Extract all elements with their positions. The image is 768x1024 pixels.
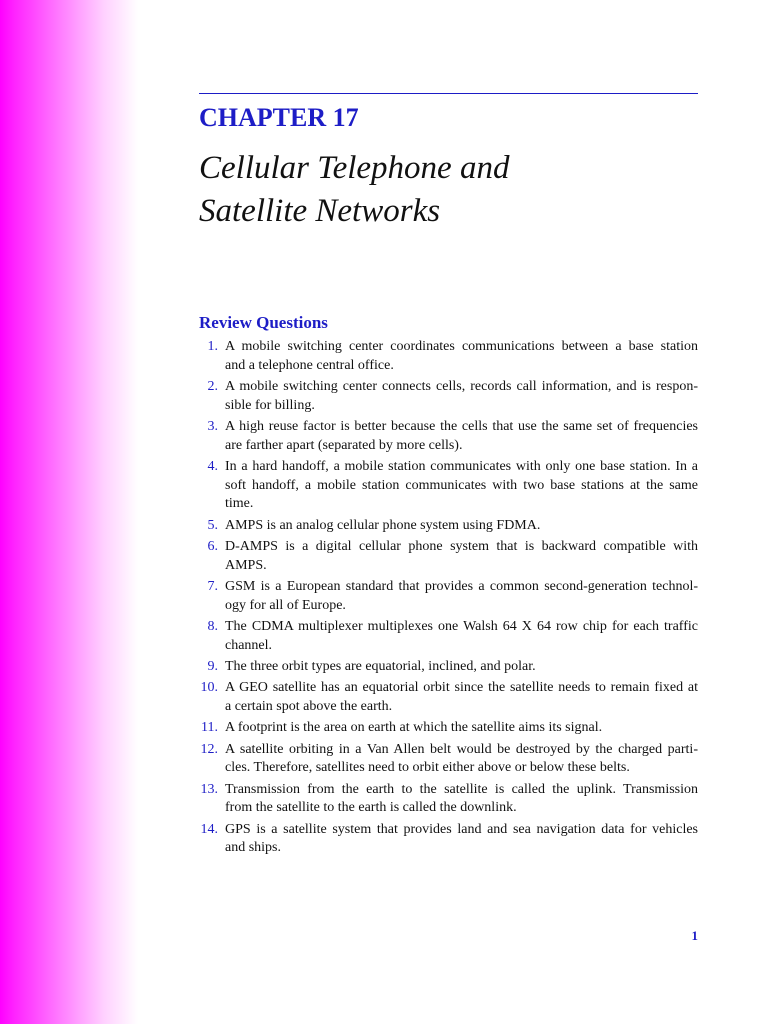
chapter-title [199, 147, 509, 233]
question-text-line: AMPS. [225, 557, 267, 573]
question-text [225, 658, 698, 677]
question-text-line: Transmission from the earth to the satellite is called the uplink. Transmission [225, 781, 698, 797]
question-number: 10. [200, 680, 218, 696]
question-number: 3. [207, 419, 218, 434]
question-text-line: ogy for all of Europe. [225, 597, 346, 613]
question-text-line: time. [225, 496, 254, 512]
question-text [225, 458, 698, 514]
question-text [225, 741, 698, 778]
question-text [225, 821, 698, 858]
question-number: 11. [201, 720, 218, 736]
question-text-line: and a telephone central office. [225, 357, 394, 373]
review-question-item [199, 679, 698, 716]
question-text-line: A high reuse factor is better because the cells that use the same set of frequencies [225, 419, 698, 434]
chapter-label: CHAPTER 17 [199, 103, 359, 132]
question-text-line: The three orbit types are equatorial, inclined, and polar. [225, 659, 536, 674]
question-number: 1. [207, 339, 218, 354]
question-number: 2. [207, 379, 218, 394]
review-question-item [199, 338, 698, 375]
question-number: 5. [207, 517, 218, 533]
question-text-line: and ships. [225, 840, 281, 856]
question-number: 4. [207, 459, 218, 474]
review-question-item [199, 658, 698, 677]
question-text-line: A footprint is the area on earth at which the satellite aims its signal. [225, 720, 603, 736]
margin-gradient-band [0, 0, 138, 1024]
review-question-item [199, 578, 698, 615]
question-text [225, 517, 698, 536]
review-question-item [199, 719, 698, 738]
question-text-line: GSM is a European standard that provides a common second-generation technol- [225, 579, 698, 594]
review-question-item [199, 517, 698, 536]
question-text-line: a certain spot above the earth. [225, 699, 393, 714]
question-number: 8. [207, 619, 218, 634]
question-number: 13. [200, 781, 218, 797]
question-number: 14. [200, 821, 218, 837]
question-text-line: channel. [225, 637, 273, 653]
review-question-item [199, 741, 698, 778]
question-number: 9. [207, 659, 218, 674]
review-question-item [199, 418, 698, 455]
question-number: 12. [200, 741, 218, 757]
question-text-line: from the satellite to the earth is called the downlink. [225, 800, 517, 816]
question-text [225, 378, 698, 415]
review-question-item [199, 781, 698, 818]
review-question-item [199, 538, 698, 575]
question-number: 6. [207, 539, 218, 554]
review-question-item [199, 458, 698, 514]
question-text-line: A mobile switching center coordinates communications between a base station [225, 339, 698, 354]
review-question-item [199, 378, 698, 415]
question-text-line: D-AMPS is a digital cellular phone system that is backward compatible with [225, 539, 698, 554]
question-text-line: cles. Therefore, satellites need to orbit either above or below these belts. [225, 760, 630, 776]
question-text-line: The CDMA multiplexer multiplexes one Walsh 64 X 64 row chip for each traffic [225, 619, 698, 634]
question-text [225, 618, 698, 655]
review-question-item [199, 821, 698, 858]
question-text-line: soft handoff, a mobile station communicates with two base stations at the same [225, 477, 698, 493]
review-questions-list [199, 338, 698, 861]
question-text [225, 781, 698, 818]
question-text [225, 679, 698, 716]
question-text-line: AMPS is an analog cellular phone system using FDMA. [225, 517, 541, 533]
section-heading: Review Questions [199, 313, 328, 332]
question-text [225, 719, 698, 738]
chapter-rule [199, 93, 698, 94]
question-text-line: sible for billing. [225, 397, 315, 413]
question-text-line: A GEO satellite has an equatorial orbit since the satellite needs to remain fixed at [225, 680, 698, 696]
question-text [225, 578, 698, 615]
question-text-line: are farther apart (separated by more cells). [225, 437, 463, 453]
page-number: 1 [691, 928, 698, 943]
review-question-item [199, 618, 698, 655]
question-number: 7. [207, 579, 218, 594]
chapter-title-line: Cellular Telephone and [199, 150, 510, 186]
question-text-line: GPS is a satellite system that provides land and sea navigation data for vehicles [225, 821, 698, 837]
chapter-title-line: Satellite Networks [199, 193, 441, 229]
question-text [225, 338, 698, 375]
question-text-line: In a hard handoff, a mobile station communicates with only one base station. In a [225, 459, 698, 474]
question-text-line: A mobile switching center connects cells, records call information, and is respon- [225, 379, 698, 394]
question-text [225, 418, 698, 455]
question-text [225, 538, 698, 575]
question-text-line: A satellite orbiting in a Van Allen belt would be destroyed by the charged parti- [225, 741, 698, 757]
